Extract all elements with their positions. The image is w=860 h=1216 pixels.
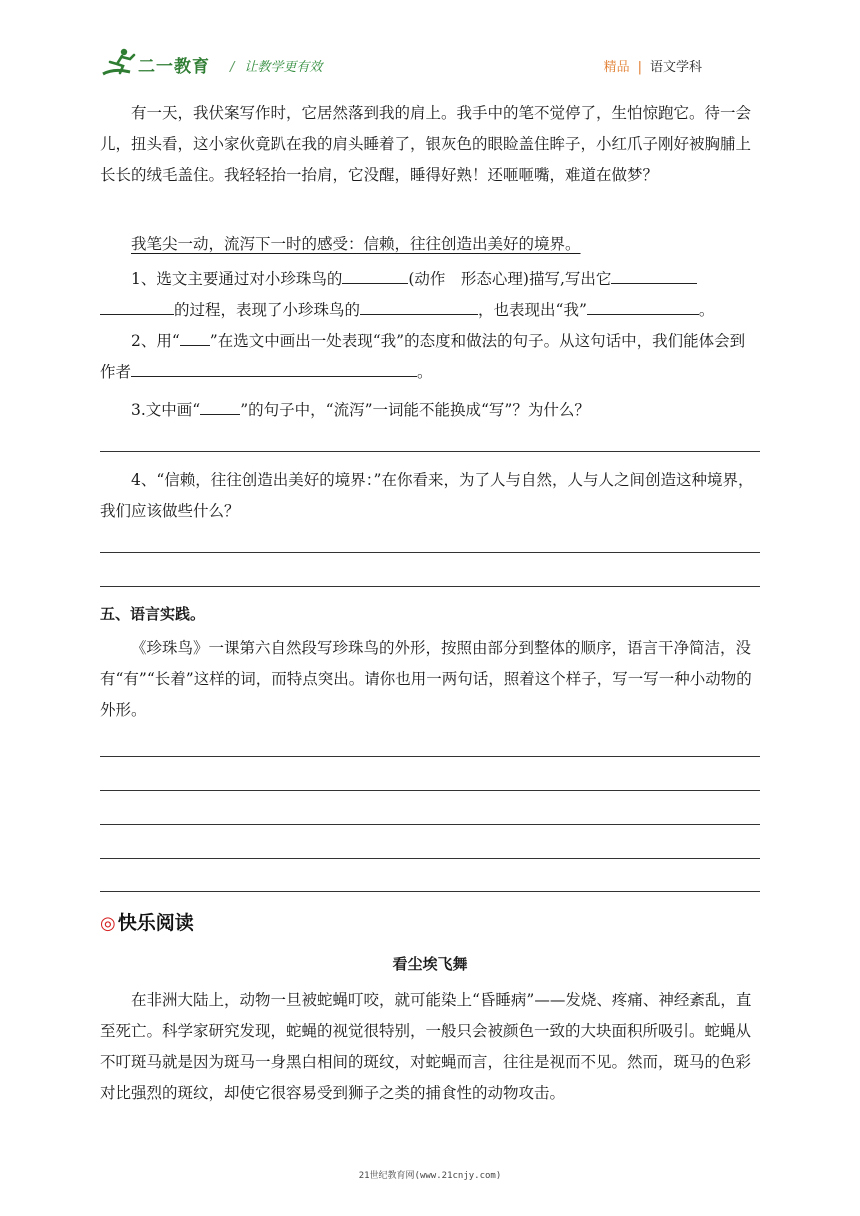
q2-text-b: ”在选文中画出一处表现“我”的态度和做法的句子。从这句话中，我们能体会到作者 <box>100 332 746 381</box>
passage-paragraph: 有一天，我伏案写作时，它居然落到我的肩上。我手中的笔不觉停了，生怕惊跑它。待一会儿，扭头看，这小家伙竟趴在我的肩头睡着了，银灰色的眼睑盖住眸子，小红爪子刚好被胸脯上长长的绒毛盖住。我轻轻抬一抬肩，它没醒，睡得好熟！还咂咂嘴，难道在做梦？ <box>100 104 752 184</box>
q2-text-c: 。 <box>417 363 433 381</box>
question-1 <box>100 264 760 326</box>
answer-line[interactable] <box>100 451 760 452</box>
q1-text-a: 1、选文主要通过对小珍珠鸟的 <box>131 270 343 288</box>
answer-line[interactable] <box>100 552 760 553</box>
underline-sample <box>180 344 210 346</box>
subject-label: 语文学科 <box>649 60 702 75</box>
q1-text-e: 。 <box>698 301 715 319</box>
logo <box>100 46 242 80</box>
answer-line[interactable] <box>100 756 760 757</box>
bullseye-icon: ◎ <box>100 913 116 934</box>
question-4: 4、“信赖，往往创造出美好的境界：”在你看来，为了人与自然，人与人之间创造这种境界，我们应该做些什么？ <box>100 471 754 520</box>
q1-text-b: (动作 形态心理)描写,写出它 <box>408 270 612 288</box>
runner-logo-icon <box>100 46 140 80</box>
underline-sample <box>200 413 240 415</box>
answer-line[interactable] <box>100 824 760 825</box>
section-title: 快乐阅读 <box>117 912 194 934</box>
practice-text: 《珍珠鸟》一课第六自然段写珍珠鸟的外形，按照由部分到整体的顺序，语言干净简洁，没有“有”“长着”这样的词，而特点突出。请你也用一两句话，照着这个样子，写一写一种小动物的外形。 <box>100 639 752 719</box>
article-title: 看尘埃飞舞 <box>392 955 468 973</box>
passage-underlined-sentence <box>100 229 760 260</box>
answer-blank[interactable] <box>131 375 417 377</box>
answer-blank[interactable] <box>611 282 697 284</box>
answer-line[interactable] <box>100 790 760 791</box>
q2-text-a: 2、用“ <box>131 332 180 350</box>
answer-blank[interactable] <box>342 282 408 284</box>
practice-heading: 五、语言实践。 <box>100 605 206 623</box>
q3-text-b: ”的句子中，“流泻”一词能不能换成“写”？为什么？ <box>240 401 590 419</box>
question-2 <box>100 326 760 388</box>
section-heading <box>100 908 194 935</box>
tag-separator: | <box>637 60 642 75</box>
q1-text-c: 的过程，表现了小珍珠鸟的 <box>174 301 361 319</box>
underlined-sentence: 我笔尖一动，流泻下一时的感受：信赖，往往创造出美好的境界。 <box>131 235 581 253</box>
quality-label: 精品 <box>603 60 630 75</box>
page-header <box>100 44 760 84</box>
subject-tag <box>604 56 702 75</box>
answer-line[interactable] <box>100 891 760 892</box>
article-paragraph: 在非洲大陆上，动物一旦被蛇蝇叮咬，就可能染上“昏睡病”——发烧、疼痛、神经紊乱，直至死亡。科学家研究发现，蛇蝇的视觉很特别，一般只会被颜色一致的大块面积所吸引。蛇蝇从不叮斑马就是因为斑马一身黑白相间的斑纹，对蛇蝇而言，往往是视而不见。然而，斑马的色彩对比强烈的斑纹，却使它很容易受到狮子之类的捕食性的动物攻击。 <box>100 991 752 1102</box>
slogan-separator: / <box>230 60 235 75</box>
question-3 <box>100 395 760 426</box>
answer-line[interactable] <box>100 586 760 587</box>
slogan <box>230 56 322 75</box>
answer-blank[interactable] <box>360 313 478 315</box>
q3-text-a: 3.文中画“ <box>131 401 201 419</box>
answer-line[interactable] <box>100 858 760 859</box>
logo-text: 二一教育 <box>138 57 210 77</box>
q1-text-d: ，也表现出“我” <box>478 301 587 319</box>
answer-blank[interactable] <box>100 313 174 315</box>
slogan-text: 让教学更有效 <box>244 60 323 75</box>
page-footer: 21世纪教育网(www.21cnjy.com) <box>358 1171 502 1181</box>
answer-blank[interactable] <box>587 313 699 315</box>
